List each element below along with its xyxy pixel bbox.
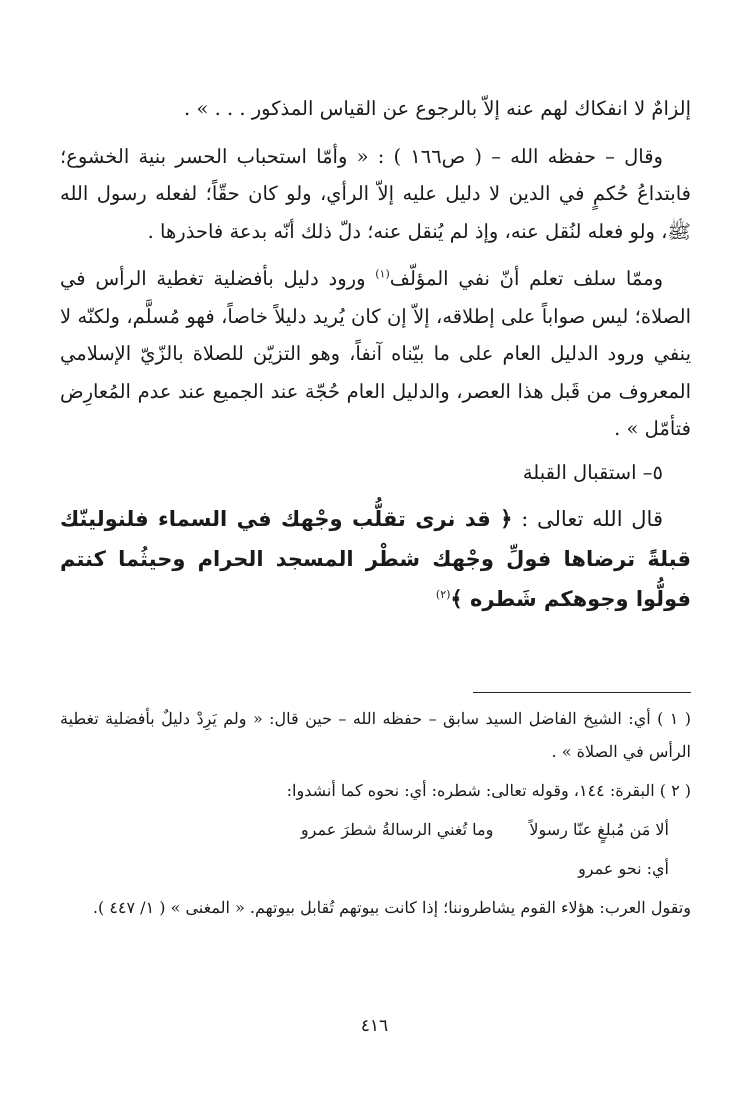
paragraph-quote: وقال – حفظه الله – ( ص١٦٦ ) : « وأمّا استحباب الحسر بنية الخشوع؛ فابتداعُ حُكمٍ في الدين لا دليل عليه إلاّ الرأي، ولو كان حقّاً؛ لفعله رسول الله ﷺ، ولو فعله لنُقل عنه، وإذ لم يُنقل عنه؛ دلّ ذلك أنّه بدعة فاحذرها . xyxy=(60,144,691,243)
footnotes xyxy=(60,702,691,924)
footnote-1: ( ١ ) أي: الشيخ الفاضل السيد سابق – حفظه الله – حين قال: « ولم يَرِدْ دليلٌ بأفضلية تغطية الرأس في الصلاة » . xyxy=(60,709,692,761)
text-line-1: إلزامٌ لا انفكاك لهم عنه إلاّ بالرجوع عن القياس المذكور . . . » . xyxy=(184,97,691,120)
paragraph-discussion xyxy=(60,260,691,448)
paragraph-discussion-rest: ورود دليل بأفضلية تغطية الرأس في الصلاة؛ ليس صواباً على إطلاقه، إلاّ إن كان يُريد دليلاً خاصاً، فهو مُسلَّم، ولكنّه لا ينفي ورود الدليل العام على ما بيّناه آنفاً، وهو التزيّن للصلاة بالزّيّ الإسلامي المعروف من قَبل هذا العصر، والدليل العام حُجّة عند الجميع عند عدم المُعارِض فتأمّل » . xyxy=(60,267,691,440)
quran-verse xyxy=(60,499,691,619)
verse-lead: قال الله تعالى : xyxy=(512,507,663,531)
footnote-2: ( ٢ ) البقرة: ١٤٤، وقوله تعالى: شطره: أي: نحوه كما أنشدوا: xyxy=(286,781,691,800)
footnote-2-end: وتقول العرب: هؤلاء القوم يشاطروننا؛ إذا كانت بيوتهم تُقابل بيوتهم. « المغنى » ( ١/ ٤٤٧ ). xyxy=(92,898,691,917)
section-heading: ٥– استقبال القبلة xyxy=(522,460,663,484)
verse-text: ﴿ قد نرى تقلُّب وجْهك في السماء فلنولينّك قبلةً ترضاها فولِّ وجْهك شطْر المسجد الحرام وحيثُما كنتم فولُّوا وجوهكم شَطره ﴾ xyxy=(60,507,691,611)
footnote-ref-2: (٢) xyxy=(435,588,451,601)
poem-second-hemistich: وما تُغني الرسالةُ شطرَ عمرو xyxy=(300,820,494,839)
poem-first-hemistich: ألا مَن مُبلغٍ عنّا رسولاً xyxy=(529,820,669,839)
page-number: ٤١٦ xyxy=(360,1016,389,1036)
paragraph-discussion-start: وممّا سلف تعلم أنّ نفي المؤلّف xyxy=(389,267,663,290)
main-text xyxy=(60,90,691,619)
footnote-divider xyxy=(473,692,691,693)
poem-verse xyxy=(60,813,691,846)
footnote-2-meaning: أي: نحو عمرو xyxy=(578,859,669,878)
footnote-ref-1: (١) xyxy=(375,267,390,281)
